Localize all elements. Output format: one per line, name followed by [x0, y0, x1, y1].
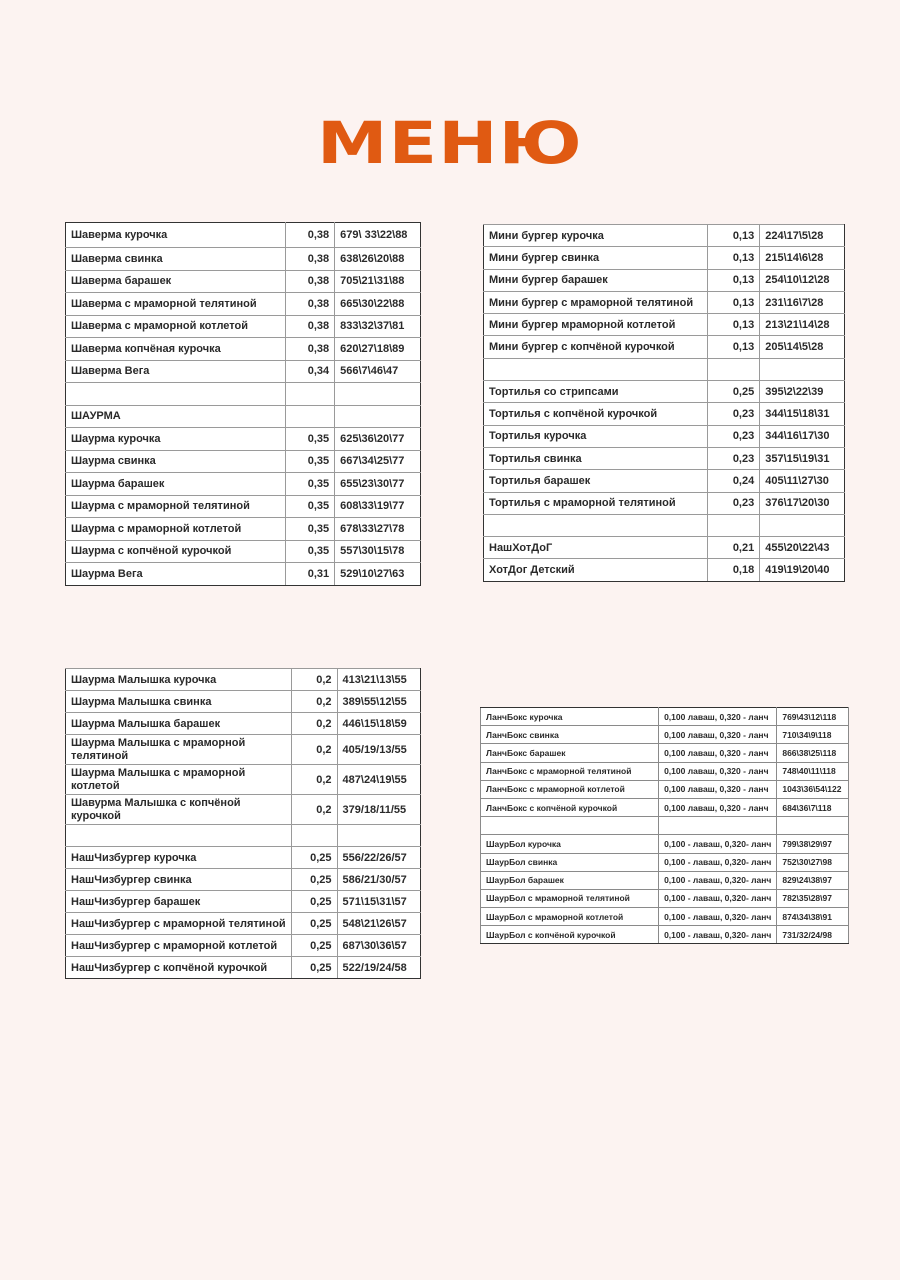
table-row	[484, 403, 845, 425]
item-weight: 0,2	[291, 795, 337, 825]
item-weight: 0,13	[707, 269, 759, 291]
item-name: Тортилья со стрипсами	[484, 381, 708, 403]
item-name: Мини бургер с копчёной курочкой	[484, 336, 708, 358]
table-row	[481, 744, 849, 762]
item-nutrition: 571\15\31\57	[337, 891, 420, 913]
item-nutrition: 419\19\20\40	[760, 559, 845, 581]
item-weight: 0,24	[707, 470, 759, 492]
item-weight: 0,25	[707, 381, 759, 403]
item-name: ЛанчБокс барашек	[481, 744, 659, 762]
item-nutrition: 782\35\28\97	[777, 889, 849, 907]
table-row	[66, 518, 421, 541]
page-title: МЕНЮ	[317, 109, 583, 177]
table-row	[481, 817, 849, 835]
table-row	[66, 825, 421, 847]
item-name: Мини бургер свинка	[484, 247, 708, 269]
item-name: Шаверма с мраморной котлетой	[66, 315, 286, 338]
item-nutrition: 829\24\38\97	[777, 871, 849, 889]
item-nutrition: 487\24\19\55	[337, 765, 420, 795]
item-name: Тортилья курочка	[484, 425, 708, 447]
table-row	[481, 908, 849, 926]
item-name: Мини бургер курочка	[484, 225, 708, 247]
item-weight: 0,100 - лаваш, 0,320- ланч	[659, 889, 777, 907]
item-weight	[285, 383, 335, 406]
item-nutrition: 687\30\36\57	[337, 935, 420, 957]
item-name: ЛанчБокс с копчёной курочкой	[481, 798, 659, 816]
table-row	[66, 935, 421, 957]
item-weight: 0,100 лаваш, 0,320 - ланч	[659, 744, 777, 762]
item-weight: 0,13	[707, 336, 759, 358]
item-nutrition: 665\30\22\88	[335, 293, 421, 316]
table-row	[481, 926, 849, 944]
item-name: Шаурма с копчёной курочкой	[66, 540, 286, 563]
item-weight: 0,23	[707, 403, 759, 425]
table-row	[66, 495, 421, 518]
item-name	[481, 817, 659, 835]
table-row	[66, 338, 421, 361]
item-name: Шаурма с мраморной телятиной	[66, 495, 286, 518]
item-nutrition: 529\10\27\63	[335, 563, 421, 586]
item-name: НашЧизбургер с мраморной телятиной	[66, 913, 292, 935]
item-nutrition: 405\11\27\30	[760, 470, 845, 492]
item-nutrition: 620\27\18\89	[335, 338, 421, 361]
item-nutrition: 389\55\12\55	[337, 691, 420, 713]
item-weight	[707, 358, 759, 380]
table-row	[484, 269, 845, 291]
item-nutrition	[337, 825, 420, 847]
item-weight	[285, 405, 335, 428]
item-name: ШаурБол с мраморной телятиной	[481, 889, 659, 907]
item-name: ЛанчБокс курочка	[481, 708, 659, 726]
item-name: ЛанчБокс с мраморной котлетой	[481, 780, 659, 798]
item-weight: 0,25	[291, 869, 337, 891]
table-row	[481, 889, 849, 907]
menu-table-kids-cheeseburgers	[65, 668, 421, 979]
item-nutrition: 1043\36\54\122	[777, 780, 849, 798]
item-name: Шаверма с мраморной телятиной	[66, 293, 286, 316]
item-nutrition: 655\23\30\77	[335, 473, 421, 496]
item-nutrition: 455\20\22\43	[760, 537, 845, 559]
item-nutrition: 748\40\11\118	[777, 762, 849, 780]
item-nutrition: 874\34\38\91	[777, 908, 849, 926]
table-row	[66, 428, 421, 451]
item-weight	[291, 825, 337, 847]
item-weight: 0,13	[707, 225, 759, 247]
item-weight: 0,25	[291, 957, 337, 979]
item-nutrition: 213\21\14\28	[760, 314, 845, 336]
table-row	[484, 336, 845, 358]
item-nutrition: 405/19/13/55	[337, 735, 420, 765]
table-row	[66, 563, 421, 586]
item-name: Шаурма свинка	[66, 450, 286, 473]
menu-table-lunchbox	[480, 707, 849, 944]
item-nutrition: 254\10\12\28	[760, 269, 845, 291]
item-weight: 0,23	[707, 425, 759, 447]
item-nutrition: 376\17\20\30	[760, 492, 845, 514]
item-name: Шаурма барашек	[66, 473, 286, 496]
table-row	[66, 223, 421, 248]
menu-table-burgers-tortillas	[483, 224, 845, 582]
item-name: ЛанчБокс с мраморной телятиной	[481, 762, 659, 780]
table-row	[66, 248, 421, 271]
item-nutrition: 625\36\20\77	[335, 428, 421, 451]
item-nutrition: 586/21/30/57	[337, 869, 420, 891]
table-row	[66, 913, 421, 935]
item-nutrition	[760, 514, 845, 536]
table-row	[484, 514, 845, 536]
table-row	[484, 247, 845, 269]
table-row	[484, 381, 845, 403]
item-weight: 0,100 - лаваш, 0,320- ланч	[659, 871, 777, 889]
item-name: ШаурБол курочка	[481, 835, 659, 853]
item-weight: 0,100 лаваш, 0,320 - ланч	[659, 798, 777, 816]
item-nutrition: 548\21\26\57	[337, 913, 420, 935]
item-weight: 0,35	[285, 540, 335, 563]
item-weight: 0,25	[291, 891, 337, 913]
table-row	[66, 869, 421, 891]
table-row	[66, 713, 421, 735]
table-row	[484, 314, 845, 336]
table-row	[66, 957, 421, 979]
table-row	[66, 383, 421, 406]
item-name: Мини бургер мраморной котлетой	[484, 314, 708, 336]
item-nutrition: 705\21\31\88	[335, 270, 421, 293]
item-name: НашЧизбургер курочка	[66, 847, 292, 869]
item-weight: 0,100 лаваш, 0,320 - ланч	[659, 780, 777, 798]
table-row	[66, 473, 421, 496]
item-name: Мини бургер с мраморной телятиной	[484, 291, 708, 313]
item-nutrition: 799\38\29\97	[777, 835, 849, 853]
item-name: ШаурБол барашек	[481, 871, 659, 889]
item-name: Шаурма с мраморной котлетой	[66, 518, 286, 541]
item-weight: 0,13	[707, 247, 759, 269]
item-name	[484, 514, 708, 536]
item-nutrition	[777, 817, 849, 835]
table-row	[66, 293, 421, 316]
item-nutrition: 667\34\25\77	[335, 450, 421, 473]
item-weight: 0,100 лаваш, 0,320 - ланч	[659, 708, 777, 726]
item-name: Шавурма Малышка с копчёной курочкой	[66, 795, 292, 825]
item-nutrition: 395\2\22\39	[760, 381, 845, 403]
item-weight: 0,25	[291, 935, 337, 957]
item-weight: 0,100 - лаваш, 0,320- ланч	[659, 908, 777, 926]
item-name: ШаурБол свинка	[481, 853, 659, 871]
table-row	[481, 762, 849, 780]
item-nutrition: 344\15\18\31	[760, 403, 845, 425]
item-name: Тортилья барашек	[484, 470, 708, 492]
item-nutrition: 731/32/24/98	[777, 926, 849, 944]
item-weight: 0,35	[285, 473, 335, 496]
item-name: ХотДог Детский	[484, 559, 708, 581]
table-row	[481, 853, 849, 871]
item-nutrition	[335, 405, 421, 428]
item-weight: 0,38	[285, 223, 335, 248]
item-nutrition: 866\38\25\118	[777, 744, 849, 762]
item-weight: 0,13	[707, 291, 759, 313]
item-name: Тортилья с копчёной курочкой	[484, 403, 708, 425]
item-weight: 0,35	[285, 450, 335, 473]
table-row	[66, 360, 421, 383]
table-row	[481, 798, 849, 816]
item-name: Шаверма копчёная курочка	[66, 338, 286, 361]
item-weight: 0,13	[707, 314, 759, 336]
item-weight: 0,35	[285, 518, 335, 541]
item-name	[484, 358, 708, 380]
item-name: Шаверма барашек	[66, 270, 286, 293]
item-name: ШАУРМА	[66, 405, 286, 428]
item-name: Шаверма Вега	[66, 360, 286, 383]
item-weight: 0,100 - лаваш, 0,320- ланч	[659, 926, 777, 944]
table-row	[66, 270, 421, 293]
item-nutrition: 224\17\5\28	[760, 225, 845, 247]
item-nutrition: 231\16\7\28	[760, 291, 845, 313]
item-weight: 0,38	[285, 293, 335, 316]
item-weight: 0,25	[291, 913, 337, 935]
item-name	[66, 825, 292, 847]
item-weight: 0,2	[291, 669, 337, 691]
item-weight: 0,100 - лаваш, 0,320- ланч	[659, 835, 777, 853]
item-nutrition: 522/19/24/58	[337, 957, 420, 979]
item-weight: 0,38	[285, 248, 335, 271]
table-row	[66, 735, 421, 765]
item-weight: 0,35	[285, 428, 335, 451]
table-row	[484, 225, 845, 247]
item-name: НашЧизбургер барашек	[66, 891, 292, 913]
item-nutrition: 413\21\13\55	[337, 669, 420, 691]
item-weight: 0,21	[707, 537, 759, 559]
item-weight: 0,25	[291, 847, 337, 869]
item-nutrition: 684\36\7\118	[777, 798, 849, 816]
table-row	[481, 708, 849, 726]
item-nutrition: 769\43\12\118	[777, 708, 849, 726]
table-row	[66, 669, 421, 691]
item-weight: 0,23	[707, 492, 759, 514]
table-row	[484, 447, 845, 469]
item-weight: 0,31	[285, 563, 335, 586]
item-nutrition: 357\15\19\31	[760, 447, 845, 469]
item-weight: 0,34	[285, 360, 335, 383]
table-row	[66, 891, 421, 913]
item-weight: 0,100 лаваш, 0,320 - ланч	[659, 726, 777, 744]
item-name: Шаурма Малышка курочка	[66, 669, 292, 691]
item-nutrition: 710\34\9\118	[777, 726, 849, 744]
item-weight: 0,2	[291, 713, 337, 735]
item-nutrition: 638\26\20\88	[335, 248, 421, 271]
menu-table-shaverma	[65, 222, 421, 586]
table-row	[66, 847, 421, 869]
table-row	[66, 540, 421, 563]
table-row	[484, 291, 845, 313]
table-row	[484, 537, 845, 559]
item-name: НашЧизбургер свинка	[66, 869, 292, 891]
item-name: Шаурма Малышка барашек	[66, 713, 292, 735]
item-weight: 0,18	[707, 559, 759, 581]
item-nutrition: 379/18/11/55	[337, 795, 420, 825]
item-nutrition: 752\30\27\98	[777, 853, 849, 871]
item-weight: 0,23	[707, 447, 759, 469]
item-name: ШаурБол с копчёной курочкой	[481, 926, 659, 944]
item-weight: 0,100 - лаваш, 0,320- ланч	[659, 853, 777, 871]
item-nutrition: 678\33\27\78	[335, 518, 421, 541]
item-nutrition: 344\16\17\30	[760, 425, 845, 447]
table-row	[66, 795, 421, 825]
table-row	[481, 726, 849, 744]
table-row	[66, 405, 421, 428]
table-row	[484, 492, 845, 514]
item-name: Тортилья свинка	[484, 447, 708, 469]
item-name: ЛанчБокс свинка	[481, 726, 659, 744]
item-weight: 0,2	[291, 765, 337, 795]
item-weight: 0,2	[291, 735, 337, 765]
item-weight: 0,38	[285, 270, 335, 293]
item-nutrition	[335, 383, 421, 406]
table-row	[66, 450, 421, 473]
table-row	[481, 871, 849, 889]
table-row	[481, 780, 849, 798]
item-name: НашЧизбургер с копчёной курочкой	[66, 957, 292, 979]
item-name: Шаурма курочка	[66, 428, 286, 451]
item-nutrition: 679\ 33\22\88	[335, 223, 421, 248]
item-weight	[707, 514, 759, 536]
item-weight: 0,38	[285, 315, 335, 338]
item-nutrition: 446\15\18\59	[337, 713, 420, 735]
item-nutrition: 608\33\19\77	[335, 495, 421, 518]
item-nutrition	[760, 358, 845, 380]
item-name: Шаурма Малышка с мраморной телятиной	[66, 735, 292, 765]
item-name: Шаверма свинка	[66, 248, 286, 271]
item-name	[66, 383, 286, 406]
table-row	[484, 358, 845, 380]
item-name: Шаурма Вега	[66, 563, 286, 586]
table-row	[66, 691, 421, 713]
item-name: Мини бургер барашек	[484, 269, 708, 291]
item-name: НашХотДоГ	[484, 537, 708, 559]
item-name: Шаурма Малышка свинка	[66, 691, 292, 713]
item-name: Тортилья с мраморной телятиной	[484, 492, 708, 514]
item-weight: 0,38	[285, 338, 335, 361]
item-nutrition: 833\32\37\81	[335, 315, 421, 338]
item-name: ШаурБол с мраморной котлетой	[481, 908, 659, 926]
item-name: Шаверма курочка	[66, 223, 286, 248]
table-row	[66, 765, 421, 795]
item-weight: 0,100 лаваш, 0,320 - ланч	[659, 762, 777, 780]
item-weight: 0,35	[285, 495, 335, 518]
item-weight: 0,2	[291, 691, 337, 713]
item-nutrition: 557\30\15\78	[335, 540, 421, 563]
item-nutrition: 556/22/26/57	[337, 847, 420, 869]
item-nutrition: 566\7\46\47	[335, 360, 421, 383]
item-name: НашЧизбургер с мраморной котлетой	[66, 935, 292, 957]
table-row	[484, 470, 845, 492]
item-name: Шаурма Малышка с мраморной котлетой	[66, 765, 292, 795]
table-row	[481, 835, 849, 853]
item-nutrition: 215\14\6\28	[760, 247, 845, 269]
item-nutrition: 205\14\5\28	[760, 336, 845, 358]
table-row	[484, 425, 845, 447]
item-weight	[659, 817, 777, 835]
table-row	[66, 315, 421, 338]
table-row	[484, 559, 845, 581]
